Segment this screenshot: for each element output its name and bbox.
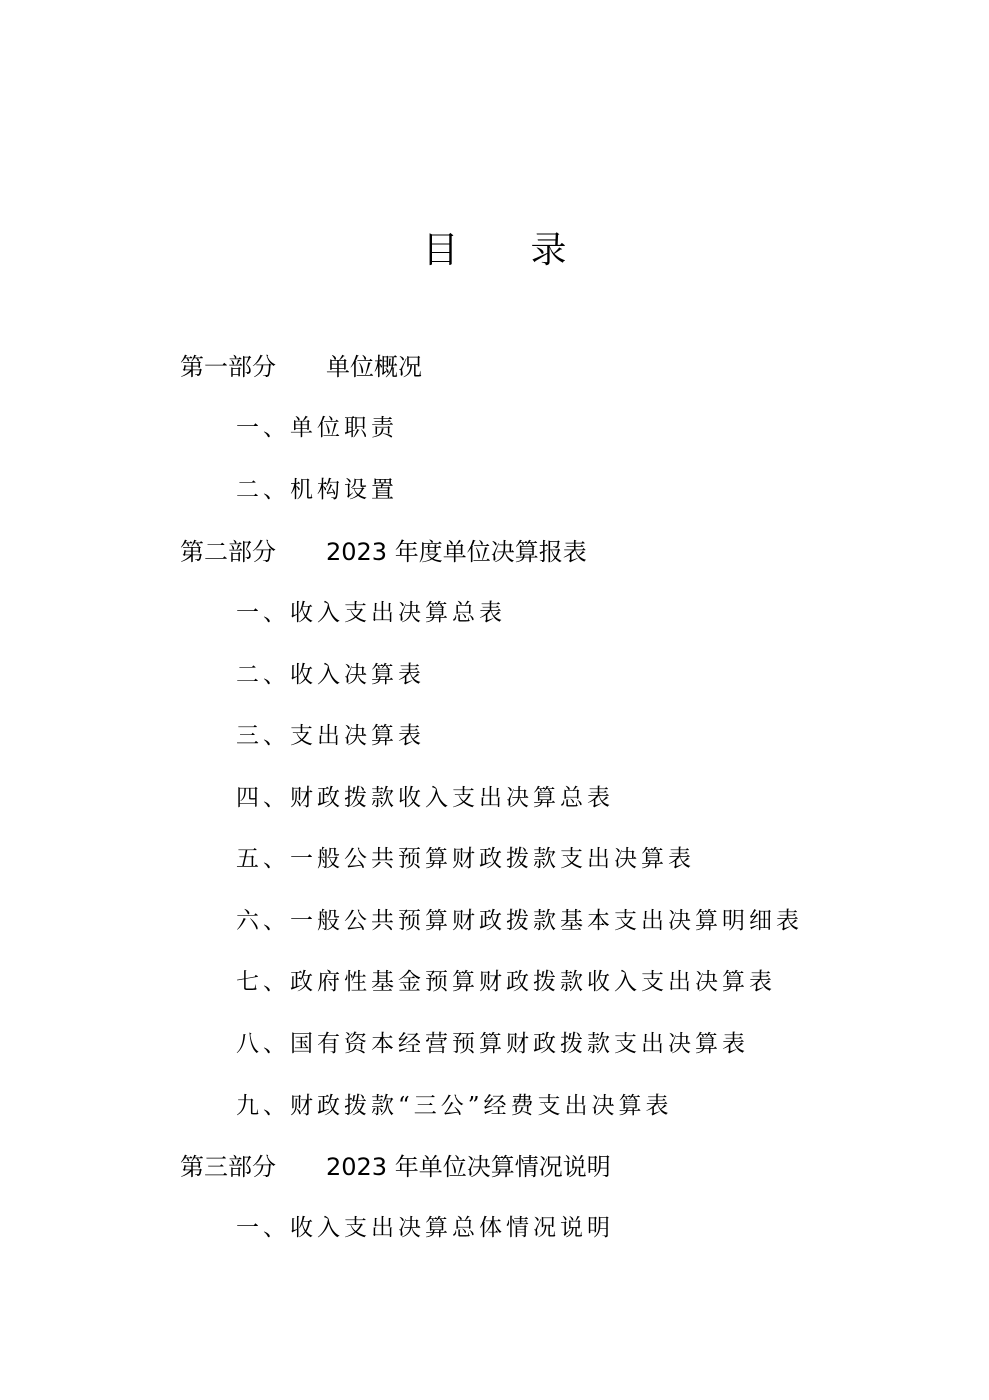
- part-name: 2023 年度单位决算报表: [326, 538, 587, 566]
- toc-part-1[interactable]: [180, 349, 422, 385]
- toc-part-3[interactable]: [180, 1149, 611, 1185]
- part-name: 2023 年单位决算情况说明: [326, 1153, 611, 1181]
- toc-item-unit-duties[interactable]: 一、单位职责: [236, 415, 398, 441]
- toc-item-gov-fund-budget[interactable]: 七、政府性基金预算财政拨款收入支出决算表: [236, 969, 776, 995]
- page-title: [0, 226, 989, 276]
- toc-item-fiscal-summary[interactable]: 四、财政拨款收入支出决算总表: [236, 785, 614, 811]
- toc-item-income-expense-summary[interactable]: 一、收入支出决算总表: [236, 600, 506, 626]
- toc-item-general-budget-basic-detail[interactable]: 六、一般公共预算财政拨款基本支出决算明细表: [236, 908, 803, 934]
- part-name: 单位概况: [326, 353, 422, 381]
- toc-part-2[interactable]: [180, 534, 587, 570]
- toc-item-org-setup[interactable]: 二、机构设置: [236, 477, 398, 503]
- toc-item-expense-table[interactable]: 三、支出决算表: [236, 723, 425, 749]
- toc-item-overall-explanation[interactable]: 一、收入支出决算总体情况说明: [236, 1215, 614, 1241]
- part-number: 第二部分: [180, 538, 276, 566]
- toc-item-general-budget-expense[interactable]: 五、一般公共预算财政拨款支出决算表: [236, 846, 695, 872]
- title-char-mu: 目: [422, 230, 459, 271]
- title-char-lu: 录: [530, 230, 567, 271]
- toc-item-state-capital-budget[interactable]: 八、国有资本经营预算财政拨款支出决算表: [236, 1031, 749, 1057]
- part-number: 第三部分: [180, 1153, 276, 1181]
- toc-item-three-public-expenses[interactable]: 九、财政拨款“三公”经费支出决算表: [236, 1093, 673, 1119]
- toc-item-income-table[interactable]: 二、收入决算表: [236, 662, 425, 688]
- part-number: 第一部分: [180, 353, 276, 381]
